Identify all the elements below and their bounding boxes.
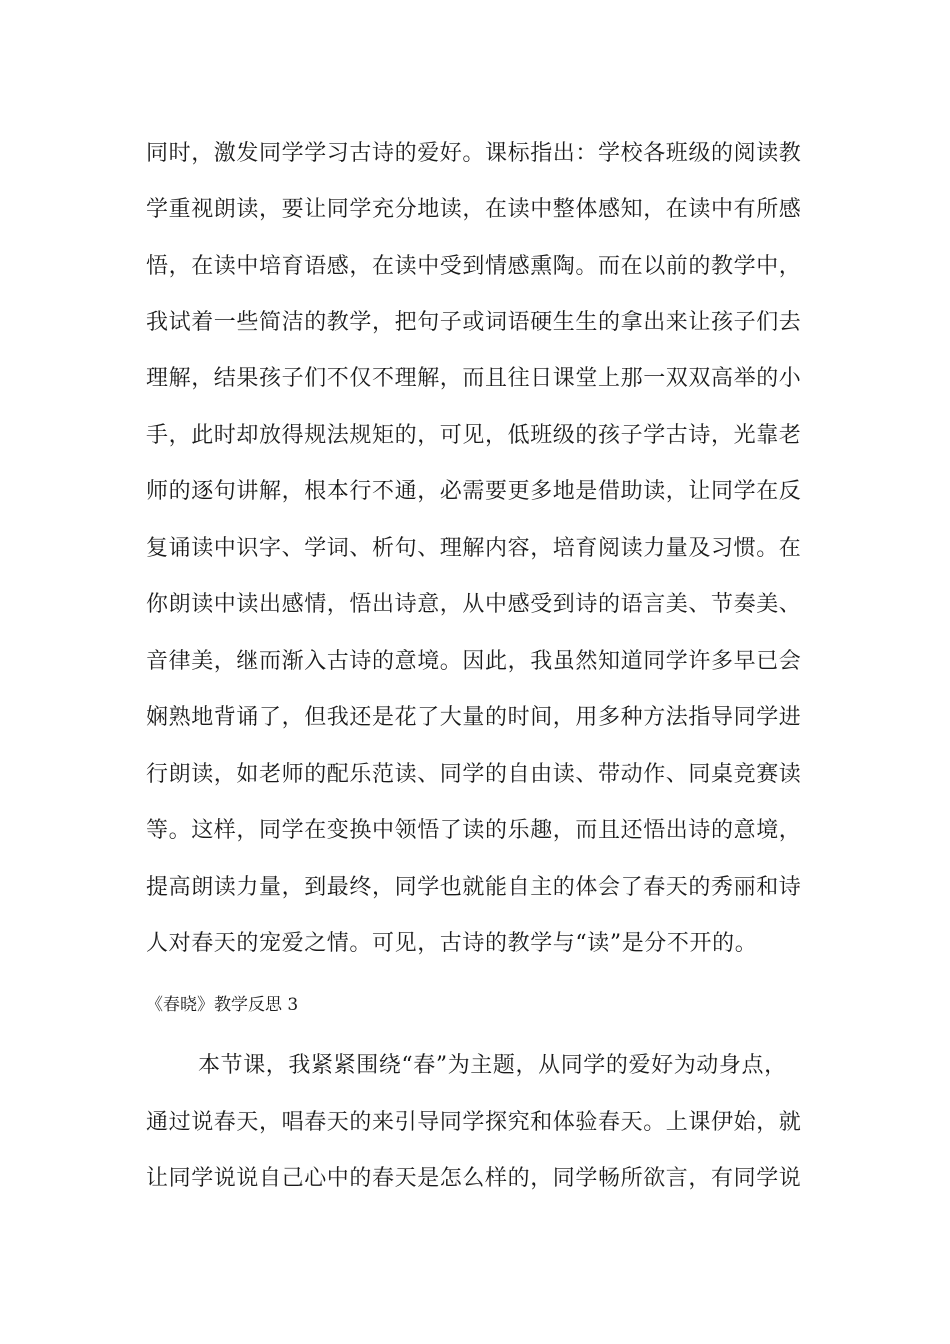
paragraph-line: 手，此时却放得规法规矩的，可见，低班级的孩子学古诗，光靠老: [146, 423, 802, 448]
paragraph-line: 悟，在读中培育语感，在读中受到情感熏陶。而在以前的教学中，: [146, 254, 802, 279]
paragraph-line: 复诵读中识字、学词、析句、理解内容，培育阅读力量及习惯。在: [146, 536, 802, 561]
paragraph-line: 人对春天的宠爱之情。可见，古诗的教学与“读”是分不开的。: [146, 931, 758, 956]
paragraph-line: 学重视朗读，要让同学充分地读，在读中整体感知，在读中有所感: [146, 197, 802, 222]
paragraph-line: 师的逐句讲解，根本行不通，必需要更多地是借助读，让同学在反: [146, 479, 802, 504]
paragraph-line: 你朗读中读出感情，悟出诗意，从中感受到诗的语言美、节奏美、: [146, 592, 802, 617]
paragraph-line: 理解，结果孩子们不仅不理解，而且往日课堂上那一双双高举的小: [146, 366, 802, 391]
paragraph-line: 行朗读，如老师的配乐范读、同学的自由读、带动作、同桌竞赛读: [146, 762, 802, 787]
paragraph-line: 本节课，我紧紧围绕“春”为主题，从同学的爱好为动身点，: [198, 1053, 787, 1078]
section-heading: 《春晓》教学反思 3: [146, 995, 299, 1015]
paragraph-line: 让同学说说自己心中的春天是怎么样的，同学畅所欲言，有同学说: [146, 1166, 802, 1191]
paragraph-line: 等。这样，同学在变换中领悟了读的乐趣，而且还悟出诗的意境，: [146, 818, 802, 843]
paragraph-line: 通过说春天，唱春天的来引导同学探究和体验春天。上课伊始，就: [146, 1110, 802, 1135]
paragraph-line: 娴熟地背诵了，但我还是花了大量的时间，用多种方法指导同学进: [146, 705, 802, 730]
paragraph-line: 我试着一些简洁的教学，把句子或词语硬生生的拿出来让孩子们去: [146, 310, 802, 335]
paragraph-line: 提高朗读力量，到最终，同学也就能自主的体会了春天的秀丽和诗: [146, 875, 802, 900]
paragraph-line: 音律美，继而渐入古诗的意境。因此，我虽然知道同学许多早已会: [146, 649, 802, 674]
paragraph-line: 同时，激发同学学习古诗的爱好。课标指出：学校各班级的阅读教: [146, 141, 802, 166]
